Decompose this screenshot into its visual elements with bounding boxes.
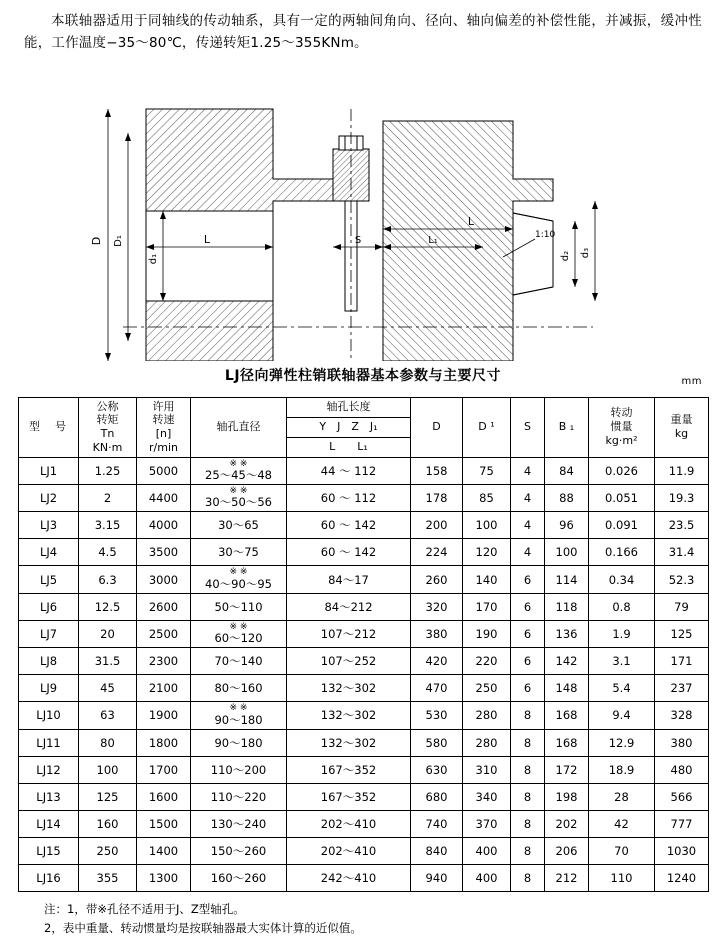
cell-inertia: 0.051 bbox=[589, 485, 655, 512]
cell-torque: 1.25 bbox=[79, 457, 137, 484]
table-row bbox=[19, 783, 709, 810]
cell-speed: 1900 bbox=[137, 702, 191, 729]
th-bore-length-types: Y J Z J₁ bbox=[287, 417, 411, 437]
cell-model: LJ10 bbox=[19, 702, 79, 729]
cell-inertia: 12.9 bbox=[589, 729, 655, 756]
bore-value: 25～45～48 bbox=[205, 467, 272, 482]
cell-bore-diameter bbox=[191, 566, 287, 593]
cell-model: LJ6 bbox=[19, 593, 79, 620]
cell-D1: 400 bbox=[463, 864, 511, 891]
cell-S: 6 bbox=[511, 566, 545, 593]
table-header-row-1 bbox=[19, 397, 709, 417]
th-torque-l1: 公称 bbox=[96, 399, 119, 413]
cell-D: 840 bbox=[411, 837, 463, 864]
cell-inertia: 110 bbox=[589, 864, 655, 891]
cell-speed: 2500 bbox=[137, 620, 191, 647]
cell-B1: 88 bbox=[545, 485, 589, 512]
cell-D: 320 bbox=[411, 593, 463, 620]
cell-B1: 100 bbox=[545, 539, 589, 566]
cell-D: 380 bbox=[411, 620, 463, 647]
cell-bore-length: 132～302 bbox=[287, 675, 411, 702]
cell-bore-length: 132～302 bbox=[287, 702, 411, 729]
cell-torque: 125 bbox=[79, 783, 137, 810]
cell-bore-length: 44 ～ 112 bbox=[287, 457, 411, 484]
cell-model: LJ4 bbox=[19, 539, 79, 566]
cell-D: 740 bbox=[411, 810, 463, 837]
cell-speed: 2100 bbox=[137, 675, 191, 702]
cell-speed: 2300 bbox=[137, 648, 191, 675]
cell-bore-diameter bbox=[191, 457, 287, 484]
th-torque bbox=[79, 397, 137, 457]
table-row bbox=[19, 593, 709, 620]
cell-inertia: 0.8 bbox=[589, 593, 655, 620]
th-inertia-l2: 惯量 bbox=[610, 420, 633, 434]
cell-weight: 237 bbox=[655, 675, 709, 702]
cell-bore-diameter: 110～220 bbox=[191, 783, 287, 810]
cell-bore-diameter: 130～240 bbox=[191, 810, 287, 837]
cell-D1: 310 bbox=[463, 756, 511, 783]
cell-S: 6 bbox=[511, 648, 545, 675]
dim-D: D bbox=[90, 236, 103, 245]
cell-D: 530 bbox=[411, 702, 463, 729]
table-row bbox=[19, 485, 709, 512]
dim-L-left: L bbox=[203, 232, 211, 246]
cell-bore-diameter: 80～160 bbox=[191, 675, 287, 702]
cell-model: LJ14 bbox=[19, 810, 79, 837]
cell-bore-length: 202～410 bbox=[287, 810, 411, 837]
cell-B1: 136 bbox=[545, 620, 589, 647]
th-speed-l4: r/min bbox=[149, 440, 178, 454]
cell-D1: 190 bbox=[463, 620, 511, 647]
table-row bbox=[19, 539, 709, 566]
bore-value: 90～180 bbox=[214, 712, 263, 727]
th-speed-l2: 转速 bbox=[152, 413, 175, 427]
cell-inertia: 3.1 bbox=[589, 648, 655, 675]
figure-caption-text: LJ径向弹性柱销联轴器基本参数与主要尺寸 bbox=[224, 367, 502, 384]
cell-D: 580 bbox=[411, 729, 463, 756]
cell-speed: 3500 bbox=[137, 539, 191, 566]
intro-paragraph: 本联轴器适用于同轴线的传动轴系，具有一定的两轴间角向、径向、轴向偏差的补偿性能，并减振，缓冲性能，工作温度−35～80℃，传递转矩1.25～355KNm。 bbox=[24, 13, 702, 52]
cell-weight: 480 bbox=[655, 756, 709, 783]
cell-model: LJ15 bbox=[19, 837, 79, 864]
cell-inertia: 0.026 bbox=[589, 457, 655, 484]
cell-bore-length: 167～352 bbox=[287, 783, 411, 810]
cell-S: 4 bbox=[511, 512, 545, 539]
th-inertia bbox=[589, 397, 655, 457]
cell-D: 200 bbox=[411, 512, 463, 539]
cell-bore-diameter: 50～110 bbox=[191, 593, 287, 620]
bore-value: 40～90～95 bbox=[205, 576, 272, 591]
cell-D1: 370 bbox=[463, 810, 511, 837]
cell-torque: 160 bbox=[79, 810, 137, 837]
cell-D: 680 bbox=[411, 783, 463, 810]
cell-bore-diameter: 150～260 bbox=[191, 837, 287, 864]
cell-S: 6 bbox=[511, 620, 545, 647]
th-weight-l1: 重量 bbox=[670, 413, 693, 427]
coupling-drawing bbox=[18, 61, 708, 361]
cell-torque: 45 bbox=[79, 675, 137, 702]
cell-B1: 212 bbox=[545, 864, 589, 891]
table-row bbox=[19, 675, 709, 702]
cell-model: LJ3 bbox=[19, 512, 79, 539]
cell-model: LJ16 bbox=[19, 864, 79, 891]
cell-weight: 11.9 bbox=[655, 457, 709, 484]
cell-model: LJ13 bbox=[19, 783, 79, 810]
cell-B1: 206 bbox=[545, 837, 589, 864]
cell-speed: 1600 bbox=[137, 783, 191, 810]
cell-torque: 100 bbox=[79, 756, 137, 783]
cell-bore-diameter: 30～75 bbox=[191, 539, 287, 566]
cell-D1: 220 bbox=[463, 648, 511, 675]
cell-D1: 170 bbox=[463, 593, 511, 620]
bore-star-marker: ※ ※ bbox=[229, 703, 248, 714]
cell-torque: 4.5 bbox=[79, 539, 137, 566]
cell-inertia: 0.34 bbox=[589, 566, 655, 593]
dim-d2: d₂ bbox=[560, 250, 571, 261]
th-D: D bbox=[411, 397, 463, 457]
dim-d3: d₃ bbox=[580, 247, 591, 258]
spec-table-body bbox=[19, 457, 709, 891]
cell-bore-length: 84～17 bbox=[287, 566, 411, 593]
cell-inertia: 9.4 bbox=[589, 702, 655, 729]
cell-D: 158 bbox=[411, 457, 463, 484]
cell-speed: 2600 bbox=[137, 593, 191, 620]
th-speed-l1: 许用 bbox=[152, 399, 175, 413]
cell-model: LJ11 bbox=[19, 729, 79, 756]
th-torque-l4: KN·m bbox=[92, 440, 123, 454]
spec-table-head bbox=[19, 397, 709, 457]
cell-S: 6 bbox=[511, 675, 545, 702]
th-torque-l3: Tn bbox=[100, 427, 115, 441]
cell-S: 6 bbox=[511, 593, 545, 620]
cell-S: 8 bbox=[511, 756, 545, 783]
table-row bbox=[19, 620, 709, 647]
cell-inertia: 0.166 bbox=[589, 539, 655, 566]
cell-bore-length: 60 ～ 142 bbox=[287, 539, 411, 566]
cell-bore-diameter bbox=[191, 620, 287, 647]
th-bore-length-group: 轴孔长度 bbox=[287, 397, 411, 417]
cell-weight: 52.3 bbox=[655, 566, 709, 593]
table-row bbox=[19, 864, 709, 891]
coupling-drawing-svg bbox=[83, 61, 643, 361]
dim-L-right: L bbox=[467, 214, 475, 228]
cell-weight: 79 bbox=[655, 593, 709, 620]
cell-speed: 1800 bbox=[137, 729, 191, 756]
cell-model: LJ9 bbox=[19, 675, 79, 702]
table-row bbox=[19, 810, 709, 837]
table-row bbox=[19, 566, 709, 593]
cell-weight: 380 bbox=[655, 729, 709, 756]
dim-S: S bbox=[354, 234, 362, 246]
cell-bore-diameter bbox=[191, 485, 287, 512]
cell-D1: 280 bbox=[463, 729, 511, 756]
th-model: 型 号 bbox=[19, 397, 79, 457]
cell-torque: 3.15 bbox=[79, 512, 137, 539]
cell-S: 8 bbox=[511, 864, 545, 891]
table-row bbox=[19, 702, 709, 729]
document-page bbox=[0, 10, 726, 936]
cell-bore-diameter: 90～180 bbox=[191, 729, 287, 756]
cell-model: LJ5 bbox=[19, 566, 79, 593]
cell-inertia: 70 bbox=[589, 837, 655, 864]
cell-model: LJ8 bbox=[19, 648, 79, 675]
cell-B1: 168 bbox=[545, 702, 589, 729]
th-inertia-l3: kg·m² bbox=[605, 433, 638, 447]
cell-speed: 1700 bbox=[137, 756, 191, 783]
cell-bore-length: 242～410 bbox=[287, 864, 411, 891]
cell-torque: 12.5 bbox=[79, 593, 137, 620]
cell-D1: 120 bbox=[463, 539, 511, 566]
cell-D1: 140 bbox=[463, 566, 511, 593]
cell-weight: 328 bbox=[655, 702, 709, 729]
cell-weight: 171 bbox=[655, 648, 709, 675]
cell-S: 8 bbox=[511, 783, 545, 810]
cell-inertia: 28 bbox=[589, 783, 655, 810]
cell-torque: 355 bbox=[79, 864, 137, 891]
th-inertia-l1: 转动 bbox=[610, 406, 633, 420]
cell-bore-length: 60 ～ 142 bbox=[287, 512, 411, 539]
dim-D1: D₁ bbox=[113, 234, 124, 247]
taper-label: 1:10 bbox=[535, 229, 556, 240]
th-speed-l3: [n] bbox=[155, 427, 172, 441]
th-torque-l2: 转矩 bbox=[96, 413, 119, 427]
cell-B1: 198 bbox=[545, 783, 589, 810]
cell-speed: 4400 bbox=[137, 485, 191, 512]
bore-star-marker: ※ ※ bbox=[229, 458, 248, 469]
cell-inertia: 1.9 bbox=[589, 620, 655, 647]
cell-D1: 85 bbox=[463, 485, 511, 512]
cell-B1: 168 bbox=[545, 729, 589, 756]
cell-bore-length: 107～212 bbox=[287, 620, 411, 647]
th-bore-length-sub: L L₁ bbox=[287, 437, 411, 457]
cell-bore-diameter bbox=[191, 702, 287, 729]
th-speed bbox=[137, 397, 191, 457]
cell-torque: 250 bbox=[79, 837, 137, 864]
table-row bbox=[19, 648, 709, 675]
cell-B1: 114 bbox=[545, 566, 589, 593]
cell-speed: 1400 bbox=[137, 837, 191, 864]
cell-S: 4 bbox=[511, 539, 545, 566]
cell-inertia: 5.4 bbox=[589, 675, 655, 702]
cell-torque: 6.3 bbox=[79, 566, 137, 593]
cell-B1: 148 bbox=[545, 675, 589, 702]
cell-model: LJ12 bbox=[19, 756, 79, 783]
cell-weight: 31.4 bbox=[655, 539, 709, 566]
cell-S: 8 bbox=[511, 837, 545, 864]
cell-bore-diameter: 30～65 bbox=[191, 512, 287, 539]
spec-table bbox=[18, 397, 709, 892]
th-bore-diameter: 轴孔直径 bbox=[191, 397, 287, 457]
th-S: S bbox=[511, 397, 545, 457]
cell-weight: 1240 bbox=[655, 864, 709, 891]
cell-weight: 23.5 bbox=[655, 512, 709, 539]
cell-torque: 2 bbox=[79, 485, 137, 512]
cell-B1: 202 bbox=[545, 810, 589, 837]
cell-torque: 31.5 bbox=[79, 648, 137, 675]
cell-D: 178 bbox=[411, 485, 463, 512]
cell-D: 224 bbox=[411, 539, 463, 566]
cell-D1: 280 bbox=[463, 702, 511, 729]
table-notes bbox=[44, 900, 682, 939]
cell-D1: 400 bbox=[463, 837, 511, 864]
cell-bore-length: 84～212 bbox=[287, 593, 411, 620]
bore-star-marker: ※ ※ bbox=[229, 486, 248, 496]
bore-value: 30～50～56 bbox=[205, 495, 272, 510]
cell-speed: 4000 bbox=[137, 512, 191, 539]
cell-bore-length: 167～352 bbox=[287, 756, 411, 783]
figure-unit: mm bbox=[681, 375, 702, 387]
cell-D1: 100 bbox=[463, 512, 511, 539]
note-line-2: 2，表中重量、转动惯量均是按联轴器最大实体计算的近似值。 bbox=[44, 921, 362, 936]
cell-speed: 3000 bbox=[137, 566, 191, 593]
dim-d1: d₁ bbox=[148, 253, 159, 264]
cell-speed: 1500 bbox=[137, 810, 191, 837]
cell-torque: 20 bbox=[79, 620, 137, 647]
cell-S: 4 bbox=[511, 485, 545, 512]
table-row bbox=[19, 729, 709, 756]
table-row bbox=[19, 512, 709, 539]
cell-D: 470 bbox=[411, 675, 463, 702]
cell-S: 4 bbox=[511, 457, 545, 484]
cell-torque: 63 bbox=[79, 702, 137, 729]
bore-star-marker: ※ ※ bbox=[229, 621, 248, 632]
cell-D1: 250 bbox=[463, 675, 511, 702]
cell-D: 420 bbox=[411, 648, 463, 675]
cell-S: 8 bbox=[511, 702, 545, 729]
cell-bore-diameter: 110～200 bbox=[191, 756, 287, 783]
figure-caption bbox=[18, 365, 708, 385]
table-row bbox=[19, 457, 709, 484]
cell-D: 260 bbox=[411, 566, 463, 593]
cell-B1: 96 bbox=[545, 512, 589, 539]
cell-B1: 118 bbox=[545, 593, 589, 620]
cell-bore-length: 132～302 bbox=[287, 729, 411, 756]
cell-inertia: 0.091 bbox=[589, 512, 655, 539]
cell-S: 8 bbox=[511, 810, 545, 837]
th-B1: B ₁ bbox=[545, 397, 589, 457]
table-row bbox=[19, 837, 709, 864]
cell-weight: 777 bbox=[655, 810, 709, 837]
cell-bore-length: 60 ～ 112 bbox=[287, 485, 411, 512]
cell-B1: 172 bbox=[545, 756, 589, 783]
th-weight bbox=[655, 397, 709, 457]
bore-value: 60～120 bbox=[214, 631, 263, 646]
dim-L1: L₁ bbox=[428, 234, 438, 246]
bore-star-marker: ※ ※ bbox=[229, 567, 248, 578]
cell-inertia: 42 bbox=[589, 810, 655, 837]
cell-D: 630 bbox=[411, 756, 463, 783]
cell-weight: 19.3 bbox=[655, 485, 709, 512]
cell-model: LJ1 bbox=[19, 457, 79, 484]
cell-bore-diameter: 70～140 bbox=[191, 648, 287, 675]
th-weight-l2: kg bbox=[674, 427, 689, 441]
cell-S: 8 bbox=[511, 729, 545, 756]
cell-B1: 84 bbox=[545, 457, 589, 484]
cell-torque: 80 bbox=[79, 729, 137, 756]
cell-weight: 566 bbox=[655, 783, 709, 810]
cell-D1: 340 bbox=[463, 783, 511, 810]
cell-bore-length: 202～410 bbox=[287, 837, 411, 864]
cell-model: LJ2 bbox=[19, 485, 79, 512]
note-line-1: 注：1，带※孔径不适用于J、Z型轴孔。 bbox=[44, 901, 245, 916]
cell-bore-length: 107～252 bbox=[287, 648, 411, 675]
cell-B1: 142 bbox=[545, 648, 589, 675]
cell-D: 940 bbox=[411, 864, 463, 891]
cell-weight: 125 bbox=[655, 620, 709, 647]
th-D1: D ¹ bbox=[463, 397, 511, 457]
cell-D1: 75 bbox=[463, 457, 511, 484]
cell-weight: 1030 bbox=[655, 837, 709, 864]
table-row bbox=[19, 756, 709, 783]
cell-bore-diameter: 160～260 bbox=[191, 864, 287, 891]
cell-speed: 1300 bbox=[137, 864, 191, 891]
cell-speed: 5000 bbox=[137, 457, 191, 484]
cell-model: LJ7 bbox=[19, 620, 79, 647]
cell-inertia: 18.9 bbox=[589, 756, 655, 783]
